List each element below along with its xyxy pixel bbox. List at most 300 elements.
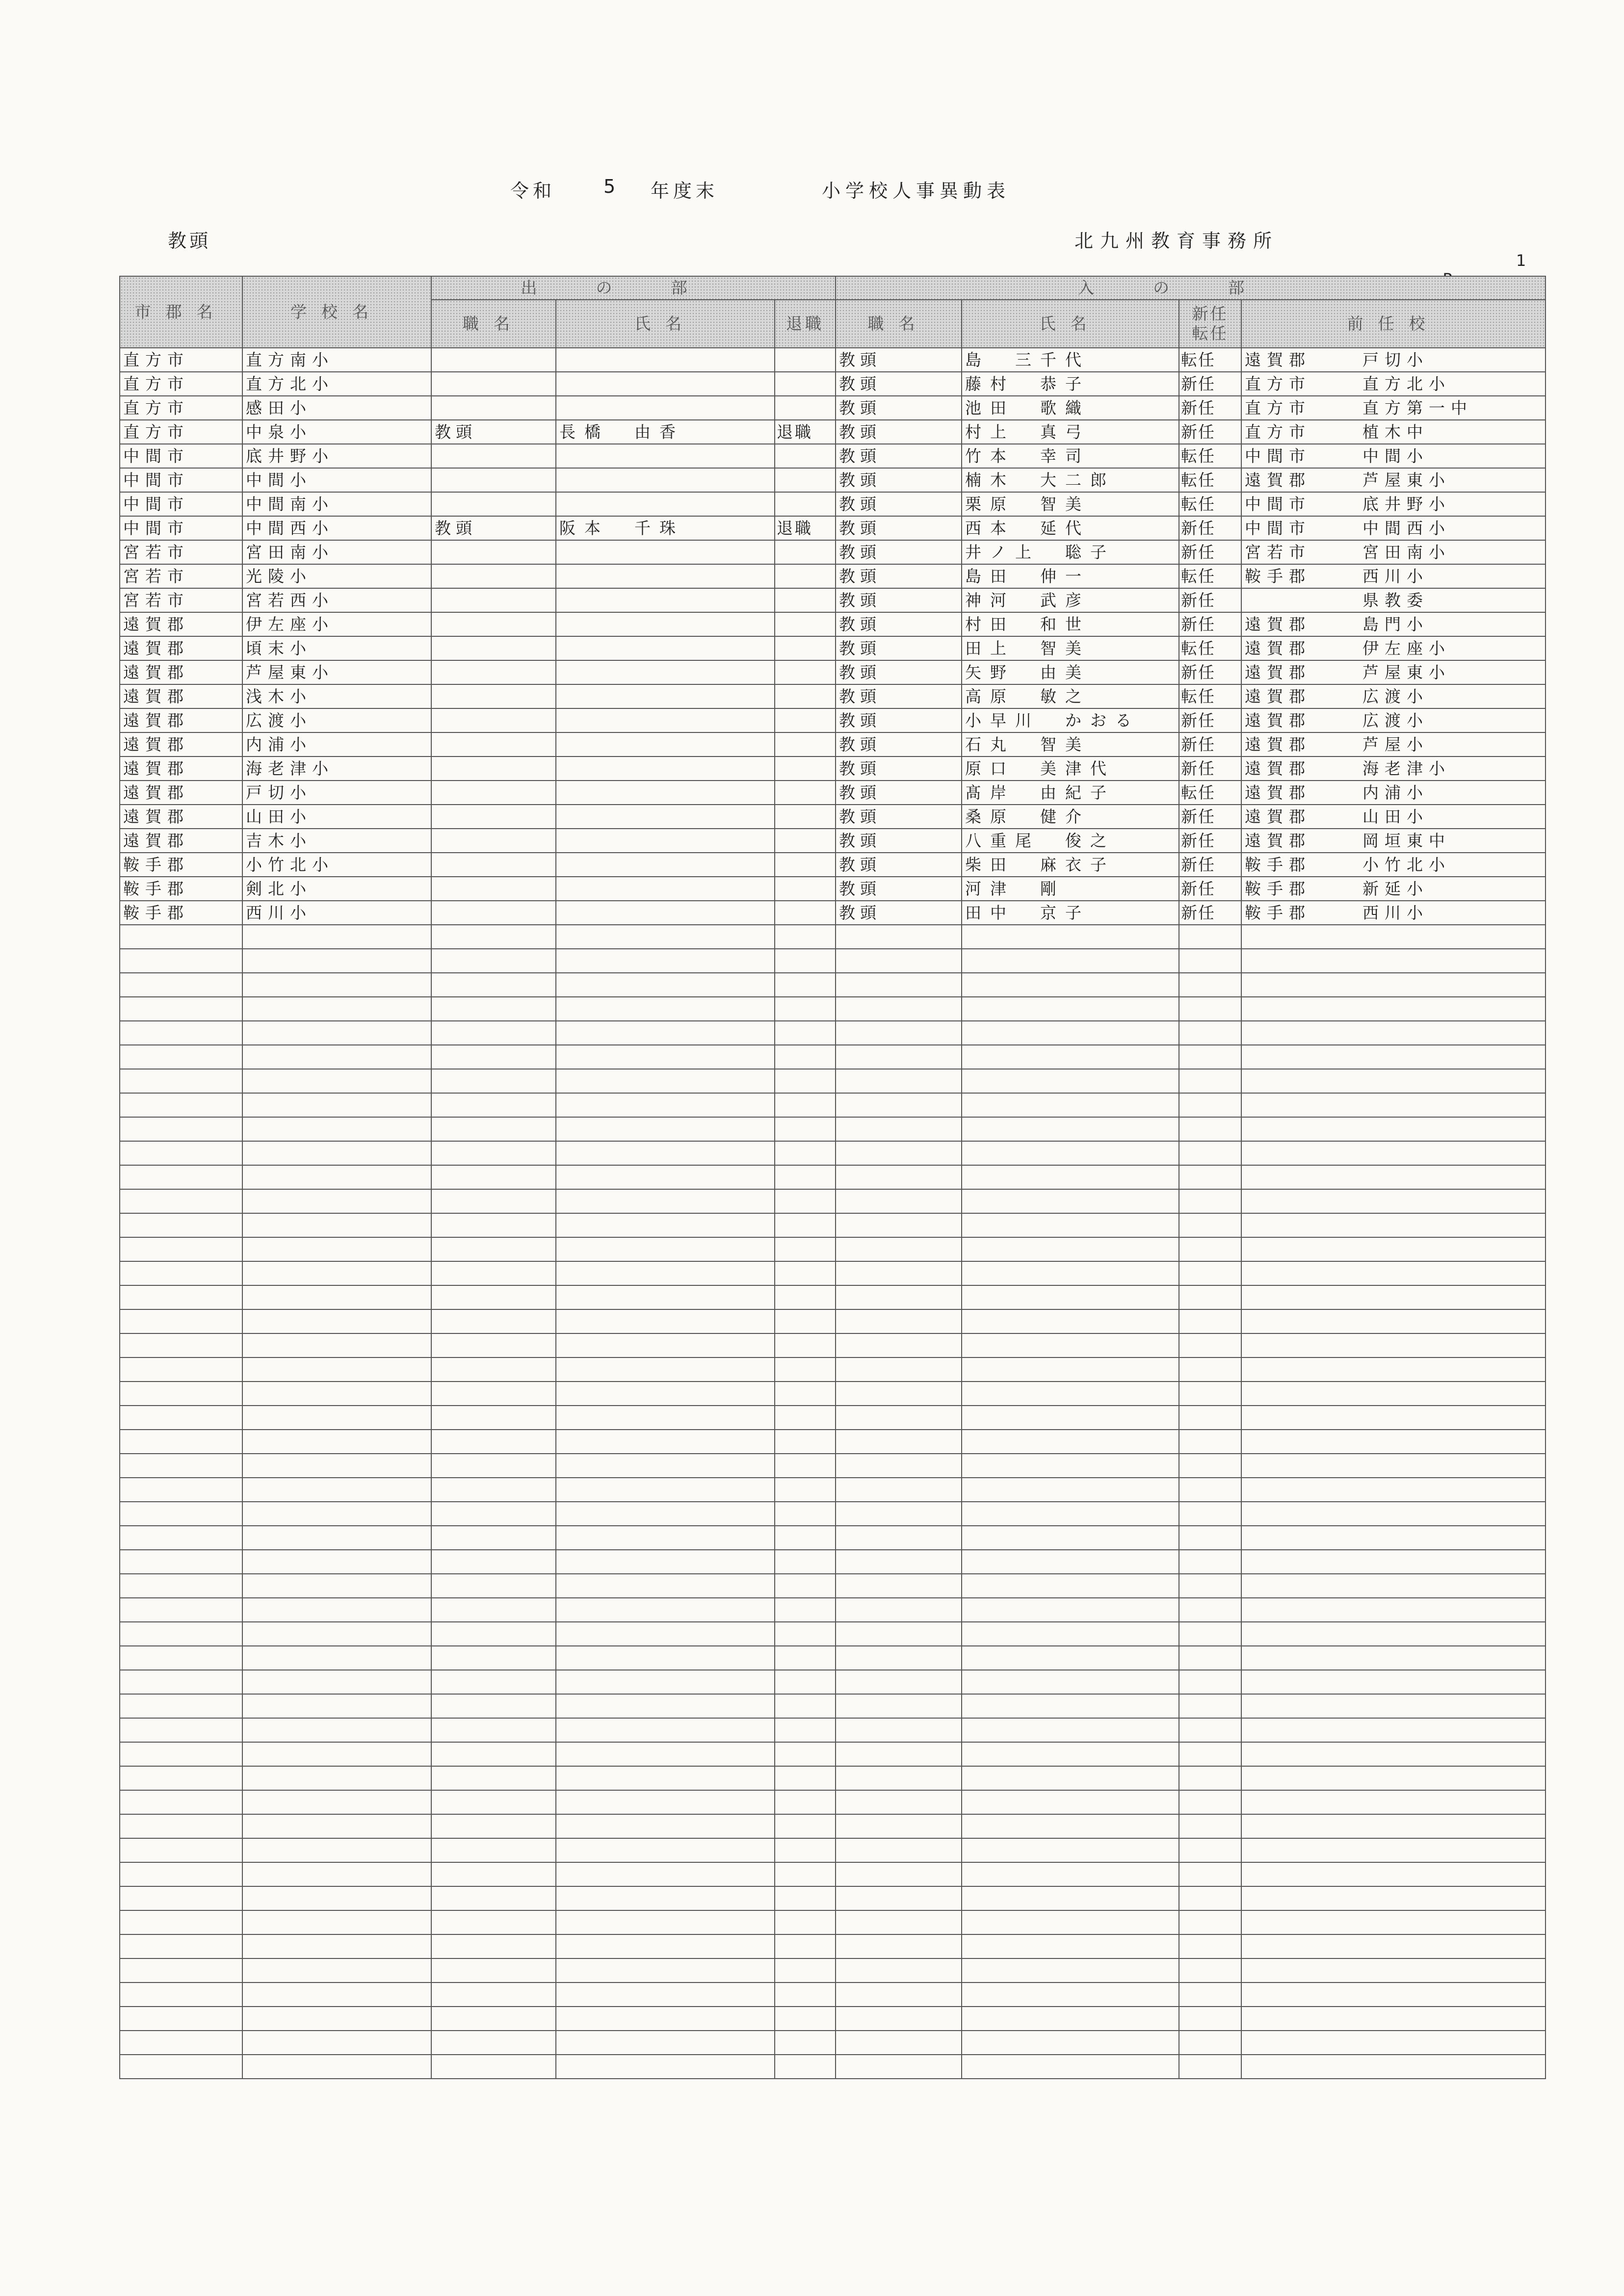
table-row: [120, 1021, 1545, 1045]
cell-city: [120, 2007, 242, 2031]
cell-out-position: [431, 708, 556, 732]
previous-area: 遠賀郡: [1245, 687, 1311, 706]
cell-school: 中間西小: [242, 516, 431, 540]
cell-in-status: 転任: [1179, 564, 1241, 588]
cell-previous-school: [1241, 1285, 1545, 1309]
table-row: [120, 1838, 1545, 1862]
cell-previous-school: [1241, 492, 1545, 516]
cell-city: 鞍手郡: [120, 877, 242, 901]
table-row: [120, 492, 1545, 516]
cell-city: [120, 1430, 242, 1454]
table-row: [120, 757, 1545, 781]
previous-school-name: 山田小: [1362, 807, 1429, 826]
cell-out-position: [431, 564, 556, 588]
cell-city: [120, 1285, 242, 1309]
cell-out-status: [775, 396, 836, 420]
cell-in-status: 新任: [1179, 612, 1241, 636]
cell-in-status: [1179, 2055, 1241, 2079]
cell-in-name: 田中 京子: [962, 901, 1179, 925]
cell-previous-school: [1241, 420, 1545, 444]
cell-out-status: [775, 540, 836, 564]
cell-out-status: [775, 1165, 836, 1189]
cell-school: 感田小: [242, 396, 431, 420]
cell-city: [120, 1790, 242, 1814]
cell-out-status: [775, 588, 836, 612]
cell-in-status: [1179, 1694, 1241, 1718]
cell-out-status: [775, 1574, 836, 1598]
cell-previous-school: [1241, 1454, 1545, 1478]
cell-city: [120, 1550, 242, 1574]
cell-city: [120, 973, 242, 997]
cell-in-name: [962, 1309, 1179, 1333]
cell-out-name: [556, 1093, 775, 1117]
cell-school: 頃末小: [242, 636, 431, 660]
cell-in-position: 教頭: [836, 372, 962, 396]
table-row: [120, 612, 1545, 636]
cell-in-position: [836, 1213, 962, 1237]
cell-out-position: [431, 1478, 556, 1502]
cell-out-status: [775, 1430, 836, 1454]
cell-out-position: [431, 636, 556, 660]
cell-city: [120, 1213, 242, 1237]
cell-in-position: 教頭: [836, 877, 962, 901]
cell-school: 中泉小: [242, 420, 431, 444]
cell-out-status: [775, 1694, 836, 1718]
cell-school: 宮田南小: [242, 540, 431, 564]
cell-school: [242, 1742, 431, 1766]
table-row: [120, 1742, 1545, 1766]
cell-out-name: [556, 684, 775, 708]
cell-previous-school: [1241, 1742, 1545, 1766]
cell-in-status: 新任: [1179, 805, 1241, 829]
table-row: [120, 1141, 1545, 1165]
cell-in-name: [962, 1261, 1179, 1285]
cell-in-position: [836, 1983, 962, 2007]
table-row: [120, 1814, 1545, 1838]
previous-area: 鞍手郡: [1245, 567, 1311, 586]
cell-in-position: [836, 1069, 962, 1093]
cell-in-name: [962, 1478, 1179, 1502]
cell-previous-school: [1241, 1718, 1545, 1742]
cell-out-name: [556, 1045, 775, 1069]
cell-in-name: [962, 1285, 1179, 1309]
cell-city: 宮若市: [120, 588, 242, 612]
cell-previous-school: [1241, 1430, 1545, 1454]
table-row: [120, 877, 1545, 901]
cell-city: [120, 1117, 242, 1141]
col-header-previous-school: 前任校: [1241, 300, 1545, 348]
table-row: [120, 1045, 1545, 1069]
cell-out-position: [431, 444, 556, 468]
table-row: [120, 1478, 1545, 1502]
cell-out-status: [775, 1021, 836, 1045]
table-row: [120, 1646, 1545, 1670]
cell-out-name: [556, 1165, 775, 1189]
cell-out-position: [431, 1598, 556, 1622]
cell-previous-school: [1241, 757, 1545, 781]
cell-out-status: [775, 1958, 836, 1983]
cell-school: [242, 1406, 431, 1430]
cell-school: [242, 1069, 431, 1093]
cell-previous-school: [1241, 636, 1545, 660]
cell-out-status: [775, 1069, 836, 1093]
cell-out-status: [775, 925, 836, 949]
cell-city: [120, 1502, 242, 1526]
cell-in-status: 新任: [1179, 420, 1241, 444]
cell-out-position: [431, 1742, 556, 1766]
cell-out-position: [431, 1670, 556, 1694]
cell-out-status: [775, 492, 836, 516]
col-header-school: 学校名: [242, 276, 431, 348]
cell-previous-school: [1241, 973, 1545, 997]
cell-school: [242, 1526, 431, 1550]
cell-out-name: [556, 1382, 775, 1406]
cell-school: 吉木小: [242, 829, 431, 853]
cell-in-position: [836, 1430, 962, 1454]
cell-city: 遠賀郡: [120, 781, 242, 805]
previous-area: 中間市: [1245, 519, 1311, 538]
cell-out-name: [556, 805, 775, 829]
cell-in-status: [1179, 1550, 1241, 1574]
cell-in-name: 島 三千代: [962, 348, 1179, 372]
cell-school: [242, 1646, 431, 1670]
cell-city: [120, 1189, 242, 1213]
cell-out-position: [431, 877, 556, 901]
cell-city: [120, 925, 242, 949]
cell-in-status: [1179, 949, 1241, 973]
cell-in-name: [962, 1526, 1179, 1550]
cell-in-name: 竹本 幸司: [962, 444, 1179, 468]
cell-school: [242, 1382, 431, 1406]
cell-in-status: [1179, 1502, 1241, 1526]
cell-out-position: [431, 540, 556, 564]
cell-city: [120, 1141, 242, 1165]
previous-area: 中間市: [1245, 446, 1311, 466]
cell-in-status: [1179, 1598, 1241, 1622]
cell-out-name: [556, 708, 775, 732]
cell-city: 直方市: [120, 420, 242, 444]
cell-out-position: [431, 2007, 556, 2031]
cell-in-status: [1179, 1117, 1241, 1141]
cell-in-position: [836, 1021, 962, 1045]
cell-in-position: [836, 1093, 962, 1117]
cell-city: [120, 1910, 242, 1934]
cell-city: [120, 1526, 242, 1550]
cell-out-status: [775, 1550, 836, 1574]
cell-previous-school: [1241, 396, 1545, 420]
table-row: [120, 468, 1545, 492]
cell-in-status: [1179, 1430, 1241, 1454]
cell-out-name: [556, 372, 775, 396]
cell-in-name: [962, 1718, 1179, 1742]
cell-out-name: [556, 612, 775, 636]
cell-in-name: [962, 1454, 1179, 1478]
cell-in-name: [962, 1069, 1179, 1093]
cell-out-status: [775, 805, 836, 829]
cell-previous-school: [1241, 1838, 1545, 1862]
cell-out-name: [556, 2055, 775, 2079]
cell-previous-school: [1241, 1862, 1545, 1886]
cell-in-name: [962, 1814, 1179, 1838]
document-title: [0, 176, 1624, 205]
cell-in-status: [1179, 1574, 1241, 1598]
cell-in-status: [1179, 1093, 1241, 1117]
cell-out-name: [556, 1117, 775, 1141]
cell-out-name: [556, 1598, 775, 1622]
cell-in-position: [836, 1670, 962, 1694]
previous-area: 鞍手郡: [1245, 879, 1311, 898]
cell-city: [120, 1357, 242, 1382]
cell-out-name: [556, 1502, 775, 1526]
cell-school: [242, 2007, 431, 2031]
cell-out-status: [775, 1983, 836, 2007]
cell-in-name: [962, 1382, 1179, 1406]
cell-school: 剣北小: [242, 877, 431, 901]
cell-city: 遠賀郡: [120, 684, 242, 708]
previous-school-name: 島門小: [1362, 615, 1429, 634]
cell-in-name: 柴田 麻衣子: [962, 853, 1179, 877]
cell-in-name: [962, 1333, 1179, 1357]
cell-out-position: [431, 1285, 556, 1309]
previous-area: 鞍手郡: [1245, 855, 1311, 874]
cell-in-position: [836, 1934, 962, 1958]
cell-school: [242, 1694, 431, 1718]
cell-previous-school: [1241, 372, 1545, 396]
cell-in-status: 新任: [1179, 853, 1241, 877]
cell-out-position: [431, 1261, 556, 1285]
cell-in-name: [962, 1502, 1179, 1526]
previous-school-name: 芦屋東小: [1362, 470, 1451, 490]
cell-out-position: [431, 1141, 556, 1165]
cell-in-status: [1179, 1718, 1241, 1742]
cell-out-position: [431, 1382, 556, 1406]
cell-in-name: [962, 1742, 1179, 1766]
cell-in-status: [1179, 1382, 1241, 1406]
cell-school: [242, 1213, 431, 1237]
cell-out-status: [775, 348, 836, 372]
cell-in-name: [962, 1117, 1179, 1141]
cell-out-status: 退職: [775, 516, 836, 540]
cell-school: 芦屋東小: [242, 660, 431, 684]
table-row: [120, 949, 1545, 973]
table-row: [120, 1694, 1545, 1718]
previous-school-name: 芦屋小: [1362, 735, 1429, 754]
cell-previous-school: [1241, 612, 1545, 636]
cell-in-name: [962, 1213, 1179, 1237]
previous-area: 遠賀郡: [1245, 470, 1311, 490]
cell-out-position: [431, 1958, 556, 1983]
cell-previous-school: [1241, 1237, 1545, 1261]
cell-city: 宮若市: [120, 540, 242, 564]
previous-school-name: 県教委: [1362, 591, 1429, 610]
col-header-in-status: [1179, 300, 1241, 348]
table-row: [120, 1622, 1545, 1646]
cell-in-position: [836, 1261, 962, 1285]
cell-in-position: [836, 925, 962, 949]
cell-in-status: [1179, 1526, 1241, 1550]
previous-area: 宮若市: [1245, 543, 1311, 562]
cell-in-position: [836, 1141, 962, 1165]
cell-in-status: [1179, 925, 1241, 949]
cell-school: [242, 1165, 431, 1189]
table-row: [120, 1406, 1545, 1430]
cell-city: [120, 1045, 242, 1069]
cell-school: [242, 1838, 431, 1862]
cell-in-name: 矢野 由美: [962, 660, 1179, 684]
cell-out-position: [431, 1333, 556, 1357]
cell-out-name: [556, 1910, 775, 1934]
previous-school-name: 西川小: [1362, 567, 1429, 586]
cell-in-name: 小早川 かおる: [962, 708, 1179, 732]
cell-in-position: 教頭: [836, 829, 962, 853]
cell-city: [120, 997, 242, 1021]
cell-school: [242, 1357, 431, 1382]
cell-out-name: [556, 1285, 775, 1309]
cell-out-name: [556, 781, 775, 805]
cell-in-position: [836, 1574, 962, 1598]
cell-in-name: 島田 伸一: [962, 564, 1179, 588]
cell-in-status: [1179, 1309, 1241, 1333]
cell-out-status: [775, 1622, 836, 1646]
cell-in-status: [1179, 1958, 1241, 1983]
cell-in-name: 栗原 智美: [962, 492, 1179, 516]
cell-in-position: [836, 1189, 962, 1213]
cell-previous-school: [1241, 1694, 1545, 1718]
cell-out-position: 教頭: [431, 516, 556, 540]
cell-previous-school: [1241, 1574, 1545, 1598]
cell-out-position: [431, 1910, 556, 1934]
cell-previous-school: [1241, 1357, 1545, 1382]
cell-previous-school: [1241, 1670, 1545, 1694]
cell-previous-school: [1241, 444, 1545, 468]
table-row: [120, 925, 1545, 949]
cell-previous-school: [1241, 1406, 1545, 1430]
cell-out-name: [556, 1213, 775, 1237]
cell-out-name: [556, 1934, 775, 1958]
table-row: [120, 829, 1545, 853]
cell-in-status: [1179, 2007, 1241, 2031]
cell-previous-school: [1241, 1958, 1545, 1983]
cell-in-status: [1179, 1838, 1241, 1862]
cell-in-position: [836, 1309, 962, 1333]
cell-in-status: 新任: [1179, 540, 1241, 564]
cell-out-status: [775, 444, 836, 468]
cell-school: [242, 1550, 431, 1574]
cell-out-position: [431, 1237, 556, 1261]
cell-in-status: 新任: [1179, 708, 1241, 732]
cell-in-status: [1179, 1742, 1241, 1766]
cell-in-status: [1179, 1622, 1241, 1646]
col-header-out-position: 職名: [431, 300, 556, 348]
cell-previous-school: [1241, 1382, 1545, 1406]
cell-out-position: [431, 1069, 556, 1093]
cell-in-position: 教頭: [836, 468, 962, 492]
cell-city: 直方市: [120, 372, 242, 396]
cell-in-name: 八重尾 俊之: [962, 829, 1179, 853]
cell-previous-school: [1241, 1021, 1545, 1045]
cell-in-position: 教頭: [836, 781, 962, 805]
cell-previous-school: [1241, 1934, 1545, 1958]
cell-city: 遠賀郡: [120, 708, 242, 732]
cell-out-position: [431, 660, 556, 684]
cell-in-position: 教頭: [836, 420, 962, 444]
cell-in-name: [962, 997, 1179, 1021]
previous-school-name: 直方第一中: [1362, 398, 1473, 417]
previous-school-name: 西川小: [1362, 903, 1429, 922]
cell-out-name: [556, 997, 775, 1021]
cell-in-status: [1179, 1261, 1241, 1285]
cell-out-name: [556, 1141, 775, 1165]
cell-city: 中間市: [120, 468, 242, 492]
cell-in-status: [1179, 1766, 1241, 1790]
cell-school: [242, 1309, 431, 1333]
cell-school: [242, 1670, 431, 1694]
cell-out-name: [556, 949, 775, 973]
cell-school: [242, 1886, 431, 1910]
cell-in-position: [836, 1862, 962, 1886]
cell-out-status: [775, 1045, 836, 1069]
cell-city: 遠賀郡: [120, 660, 242, 684]
cell-school: [242, 1622, 431, 1646]
table-row: [120, 540, 1545, 564]
table-row: [120, 1454, 1545, 1478]
cell-previous-school: [1241, 540, 1545, 564]
cell-city: [120, 1382, 242, 1406]
cell-out-status: [775, 2031, 836, 2055]
cell-out-position: [431, 1430, 556, 1454]
cell-in-position: 教頭: [836, 564, 962, 588]
cell-in-name: [962, 1862, 1179, 1886]
cell-out-position: [431, 1983, 556, 2007]
cell-out-position: [431, 348, 556, 372]
cell-in-name: [962, 1574, 1179, 1598]
cell-city: 遠賀郡: [120, 829, 242, 853]
previous-area: 遠賀郡: [1245, 350, 1311, 369]
cell-school: [242, 1958, 431, 1983]
cell-in-position: [836, 1958, 962, 1983]
cell-in-position: [836, 1646, 962, 1670]
previous-school-name: 直方北小: [1362, 374, 1451, 393]
cell-out-position: [431, 1766, 556, 1790]
col-header-city: 市郡名: [120, 276, 242, 348]
cell-city: [120, 1333, 242, 1357]
cell-city: [120, 1958, 242, 1983]
cell-city: 宮若市: [120, 564, 242, 588]
cell-school: [242, 1502, 431, 1526]
previous-school-name: 戸切小: [1362, 350, 1429, 369]
cell-in-status: 新任: [1179, 372, 1241, 396]
previous-school-name: 広渡小: [1362, 687, 1429, 706]
cell-previous-school: [1241, 1598, 1545, 1622]
cell-school: 直方南小: [242, 348, 431, 372]
cell-school: [242, 1718, 431, 1742]
cell-in-status: [1179, 1790, 1241, 1814]
cell-previous-school: [1241, 1213, 1545, 1237]
cell-in-position: [836, 2055, 962, 2079]
cell-in-name: [962, 925, 1179, 949]
cell-in-position: [836, 1502, 962, 1526]
table-row: [120, 973, 1545, 997]
cell-in-status: 新任: [1179, 396, 1241, 420]
cell-in-name: [962, 1694, 1179, 1718]
cell-previous-school: [1241, 877, 1545, 901]
cell-out-name: [556, 877, 775, 901]
cell-city: [120, 1622, 242, 1646]
cell-out-position: [431, 1502, 556, 1526]
cell-school: 西川小: [242, 901, 431, 925]
group-header-out: 出の部: [431, 276, 836, 300]
cell-previous-school: [1241, 1045, 1545, 1069]
